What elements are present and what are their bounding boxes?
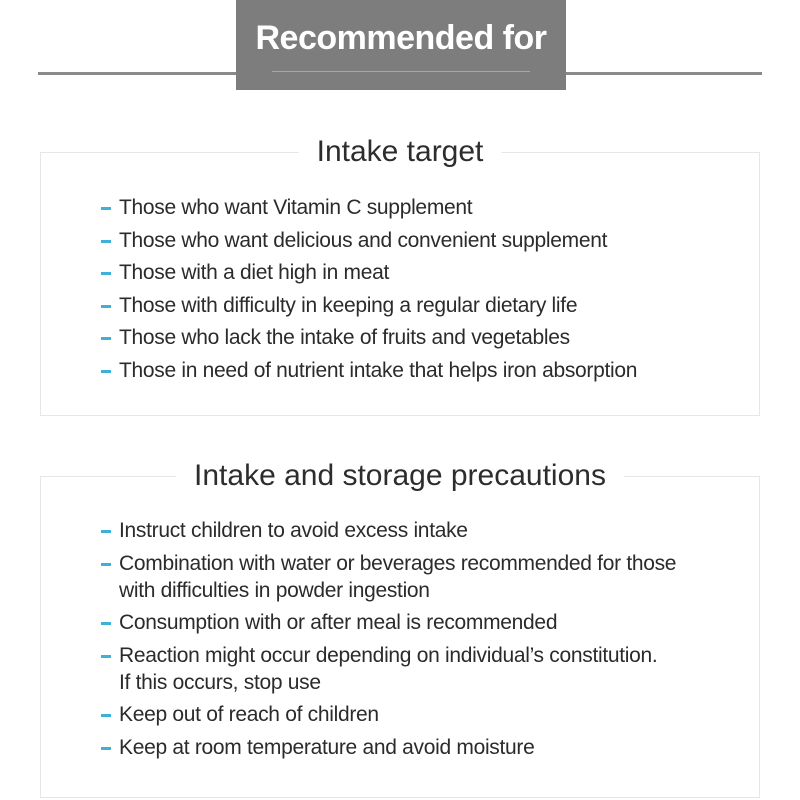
- list-item-text: Reaction might occur depending on individual’s constitution.: [119, 643, 658, 667]
- dash-bullet-icon: [101, 622, 111, 625]
- list-item-text-continued: with difficulties in powder ingestion: [119, 578, 430, 602]
- list-item: [99, 324, 729, 351]
- list-item-text: Those with a diet high in meat: [119, 261, 389, 284]
- header-tab: [236, 0, 566, 90]
- list-item-text: Keep at room temperature and avoid moisture: [119, 735, 535, 759]
- intake-target-section: [40, 135, 760, 416]
- precautions-section: [40, 459, 760, 798]
- list-item-text: Those with difficulty in keeping a regular dietary life: [119, 293, 578, 317]
- list-item-text-continued: If this occurs, stop use: [119, 670, 321, 694]
- list-item: [99, 517, 729, 544]
- precautions-list: [99, 517, 729, 766]
- dash-bullet-icon: [101, 563, 111, 566]
- list-item: [99, 357, 729, 384]
- list-item-text: Combination with water or beverages recommended for those: [119, 551, 677, 575]
- dash-bullet-icon: [101, 240, 111, 243]
- dash-bullet-icon: [101, 305, 111, 308]
- list-item: [99, 227, 729, 254]
- list-item: [99, 550, 729, 604]
- list-item-text: Those who lack the intake of fruits and vegetables: [119, 326, 570, 349]
- dash-bullet-icon: [101, 530, 111, 533]
- dash-bullet-icon: [101, 337, 111, 340]
- list-item-text: Those in need of nutrient intake that helps iron absorption: [119, 358, 638, 382]
- dash-bullet-icon: [101, 272, 111, 275]
- list-item: [99, 194, 729, 221]
- list-item: [99, 734, 729, 761]
- dash-bullet-icon: [101, 655, 111, 658]
- intake-target-title: Intake target: [299, 135, 502, 169]
- intake-target-list: [99, 194, 729, 389]
- list-item-text: Keep out of reach of children: [119, 703, 379, 726]
- list-item: [99, 642, 729, 696]
- dash-bullet-icon: [101, 714, 111, 717]
- list-item-text: Those who want Vitamin C supplement: [119, 196, 473, 219]
- header-tab-underline: [272, 71, 530, 72]
- header-title: Recommended for: [255, 19, 547, 57]
- list-item-text: Consumption with or after meal is recommended: [119, 611, 558, 634]
- list-item: [99, 292, 729, 319]
- dash-bullet-icon: [101, 747, 111, 750]
- list-item: [99, 259, 729, 286]
- list-item: [99, 609, 729, 636]
- precautions-title: Intake and storage precautions: [176, 459, 624, 493]
- list-item-text: Instruct children to avoid excess intake: [119, 519, 468, 542]
- dash-bullet-icon: [101, 370, 111, 373]
- list-item-text: Those who want delicious and convenient supplement: [119, 228, 608, 252]
- dash-bullet-icon: [101, 207, 111, 210]
- list-item: [99, 701, 729, 728]
